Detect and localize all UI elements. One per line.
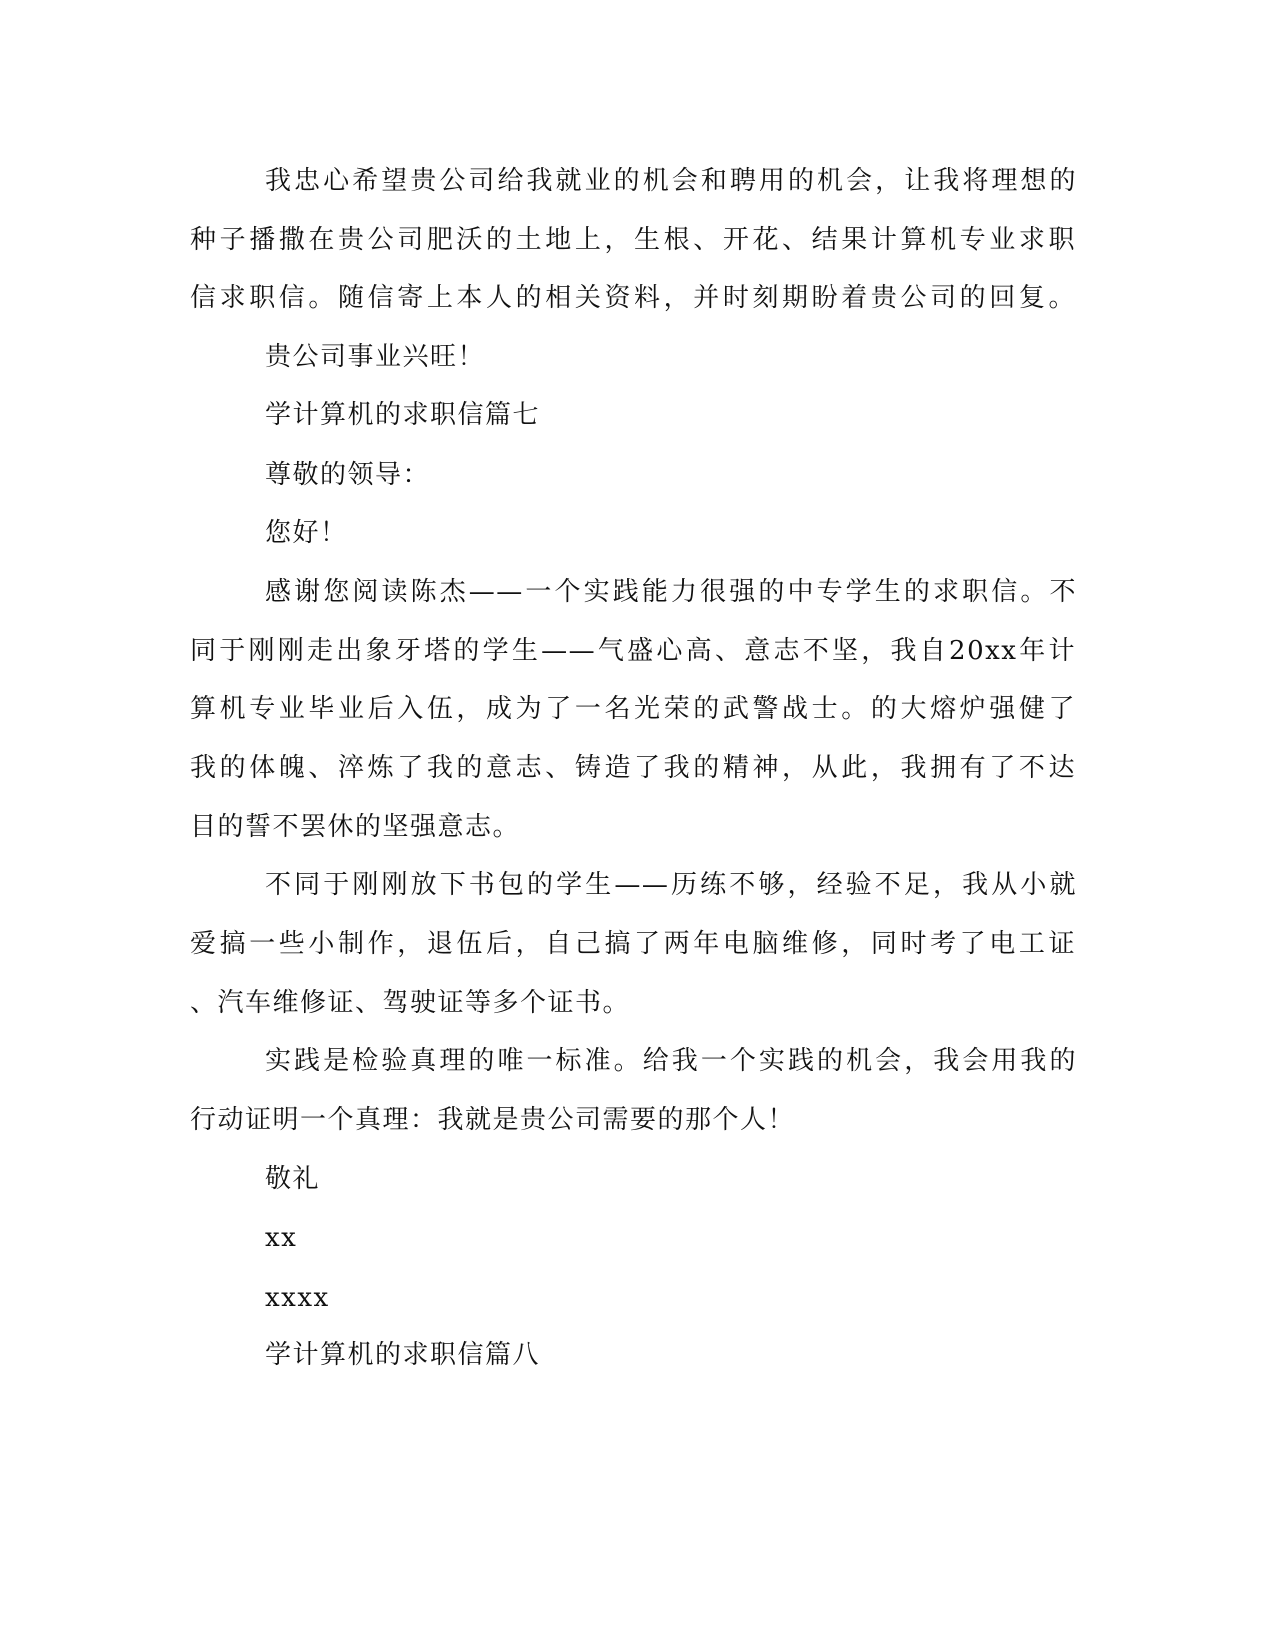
paragraph-line: 信求职信。随信寄上本人的相关资料，并时刻期盼着贵公司的回复。 <box>190 283 1076 313</box>
greeting: 您好！ <box>265 518 348 548</box>
salutation: 尊敬的领导： <box>265 460 431 490</box>
paragraph-line: 感谢您阅读陈杰——一个实践能力很强的中专学生的求职信。不 <box>265 577 1077 607</box>
paragraph-line: 爱搞一些小制作，退伍后，自己搞了两年电脑维修，同时考了电工证 <box>190 929 1076 959</box>
paragraph-line: 、汽车维修证、驾驶证等多个证书。 <box>190 988 631 1018</box>
paragraph-line: 不同于刚刚放下书包的学生——历练不够，经验不足，我从小就 <box>265 870 1077 900</box>
paragraph-line: 我忠心希望贵公司给我就业的机会和聘用的机会，让我将理想的 <box>265 166 1077 196</box>
paragraph-line: 种子播撒在贵公司肥沃的土地上，生根、开花、结果计算机专业求职 <box>190 225 1076 255</box>
paragraph-line: 目的誓不罢休的坚强意志。 <box>190 812 521 842</box>
paragraph-line: 算机专业毕业后入伍，成为了一名光荣的武警战士。的大熔炉强健了 <box>190 694 1076 724</box>
signature-name: xx <box>265 1223 298 1253</box>
paragraph-line: 贵公司事业兴旺！ <box>265 342 486 372</box>
closing: 敬礼 <box>265 1164 321 1194</box>
paragraph-line: 实践是检验真理的唯一标准。给我一个实践的机会，我会用我的 <box>265 1046 1077 1076</box>
signature-date: xxxx <box>265 1283 330 1313</box>
paragraph-line: 我的体魄、淬炼了我的意志、铸造了我的精神，从此，我拥有了不达 <box>190 753 1076 783</box>
section-heading: 学计算机的求职信篇八 <box>265 1340 541 1370</box>
paragraph-line: 行动证明一个真理：我就是贵公司需要的那个人！ <box>190 1105 796 1135</box>
paragraph-line: 同于刚刚走出象牙塔的学生——气盛心高、意志不坚，我自20xx年计 <box>190 636 1076 666</box>
section-heading: 学计算机的求职信篇七 <box>265 400 541 430</box>
